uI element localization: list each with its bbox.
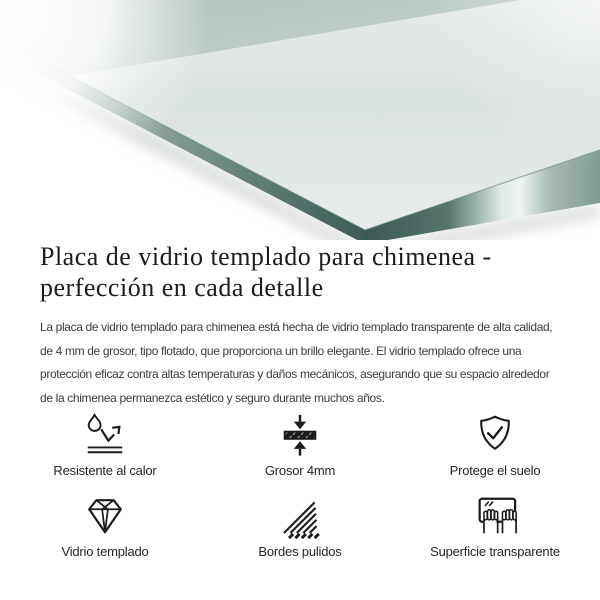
description-line: La placa de vidrio templado para chimenea está hecha de vidrio templado transparente de alta calidad, [40, 320, 553, 334]
description-line: de 4 mm de grosor, tipo flotado, que proporciona un brillo elegante. El vidrio templado ofrece una [40, 343, 522, 358]
feature-floor-protection [390, 412, 600, 479]
feature-heat-resistant [0, 412, 210, 479]
page-title-line-2: perfección en cada detalle [40, 273, 324, 302]
page-title-line-1: Placa de vidrio templado para chimenea - [40, 242, 492, 271]
feature-label: Bordes pulidos [258, 544, 342, 559]
product-photo-glass-plate [0, 0, 600, 240]
feature-grid [0, 412, 600, 560]
feature-label: Grosor 4mm [264, 463, 336, 478]
description-line: protección eficaz contra altas temperaturas y daños mecánicos, asegurando que su espacio alrededor [40, 367, 550, 381]
polished-edges-icon [278, 493, 322, 539]
heat-resistant-icon [82, 412, 128, 458]
product-description [40, 316, 560, 410]
feature-label: Vidrio templado [61, 544, 149, 559]
feature-label: Superficie transparente [430, 544, 560, 559]
feature-transparent-surface [390, 493, 600, 560]
photo-fade-top-left [0, 0, 400, 230]
feature-label: Resistente al calor [53, 463, 157, 478]
feature-tempered-glass [0, 493, 210, 560]
feature-label: Protege el suelo [449, 463, 541, 478]
feature-polished-edges [210, 493, 390, 560]
feature-thickness [210, 412, 390, 479]
photo-fade-top-right [380, 0, 600, 170]
diamond-icon [82, 493, 128, 539]
thickness-4mm-icon [277, 412, 323, 458]
shield-check-icon [473, 412, 517, 458]
hands-on-surface-icon [470, 493, 520, 539]
description-line: de la chimenea permanezca estético y seguro durante muchos años. [40, 390, 385, 405]
page-title [0, 240, 600, 303]
